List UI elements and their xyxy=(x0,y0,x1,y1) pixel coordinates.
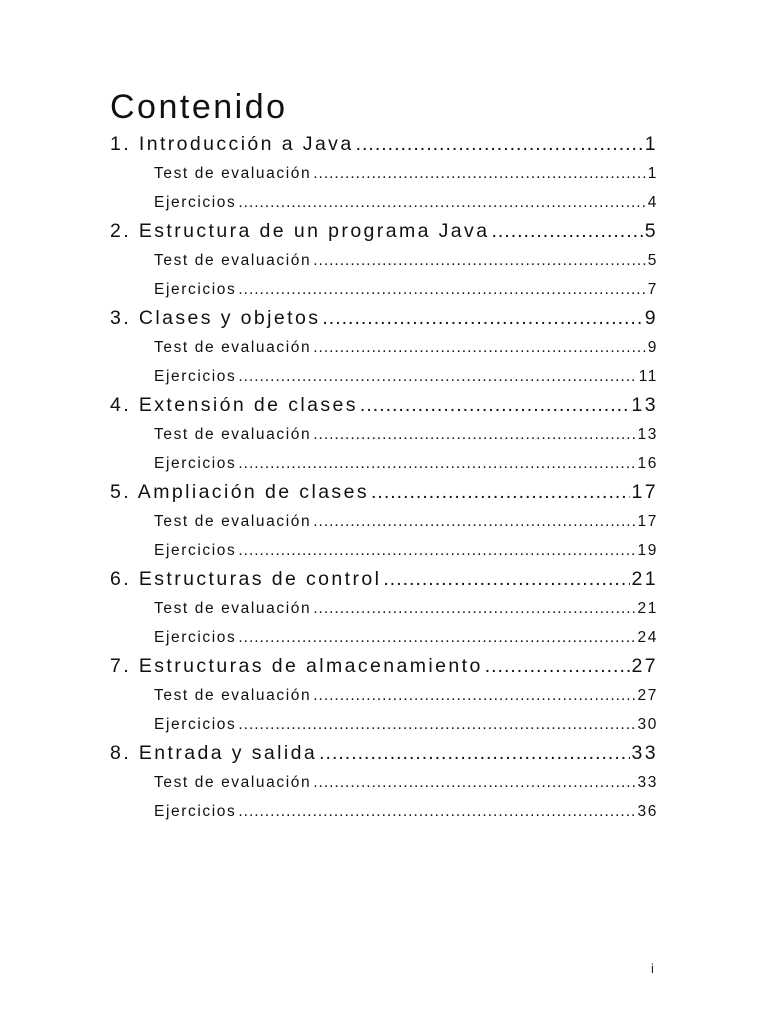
subsection-page-number: 13 xyxy=(637,426,658,443)
dot-leader xyxy=(356,129,643,159)
dot-leader xyxy=(238,362,636,391)
toc-chapter-entry[interactable] xyxy=(110,564,658,594)
subsection-title: Test de evaluación xyxy=(154,600,312,617)
subsection-page-number: 36 xyxy=(637,803,658,820)
chapter-page-number: 21 xyxy=(631,568,658,590)
toc-subsection-entry[interactable] xyxy=(110,768,658,797)
toc-subsection-entry[interactable] xyxy=(110,188,658,217)
subsection-title: Ejercicios xyxy=(154,281,237,298)
subsection-title: Ejercicios xyxy=(154,716,237,733)
dot-leader xyxy=(313,159,646,188)
subsection-page-number: 11 xyxy=(638,368,658,385)
dot-leader xyxy=(491,216,642,246)
dot-leader xyxy=(238,188,645,217)
subsection-page-number: 9 xyxy=(647,339,658,356)
subsection-title: Ejercicios xyxy=(154,629,237,646)
chapter-title: 1. Introducción a Java xyxy=(110,133,354,155)
subsection-title: Test de evaluación xyxy=(154,774,312,791)
dot-leader xyxy=(238,797,635,826)
chapter-page-number: 1 xyxy=(644,133,658,155)
chapter-title: 4. Extensión de clases xyxy=(110,394,358,416)
dot-leader xyxy=(313,594,635,623)
subsection-page-number: 30 xyxy=(637,716,658,733)
subsection-page-number: 5 xyxy=(647,252,658,269)
subsection-title: Ejercicios xyxy=(154,542,237,559)
toc-chapter-entry[interactable] xyxy=(110,129,658,159)
subsection-title: Ejercicios xyxy=(154,194,237,211)
toc-chapter-entry[interactable] xyxy=(110,738,658,768)
toc-subsection-entry[interactable] xyxy=(110,420,658,449)
dot-leader xyxy=(238,275,645,304)
toc-subsection-entry[interactable] xyxy=(110,246,658,275)
subsection-page-number: 19 xyxy=(637,542,658,559)
subsection-page-number: 7 xyxy=(647,281,658,298)
chapter-page-number: 33 xyxy=(631,742,658,764)
dot-leader xyxy=(238,710,635,739)
chapter-page-number: 17 xyxy=(631,481,658,503)
chapter-page-number: 13 xyxy=(631,394,658,416)
dot-leader xyxy=(238,536,635,565)
subsection-title: Test de evaluación xyxy=(154,513,312,530)
toc-subsection-entry[interactable] xyxy=(110,507,658,536)
dot-leader xyxy=(313,507,635,536)
table-of-contents-page xyxy=(110,84,658,826)
dot-leader xyxy=(238,449,635,478)
toc-chapter-entry[interactable] xyxy=(110,216,658,246)
toc-subsection-entry[interactable] xyxy=(110,594,658,623)
subsection-title: Test de evaluación xyxy=(154,165,312,182)
chapter-title: 3. Clases y objetos xyxy=(110,307,321,329)
toc-subsection-entry[interactable] xyxy=(110,681,658,710)
dot-leader xyxy=(313,333,646,362)
chapter-page-number: 9 xyxy=(644,307,658,329)
chapter-title: 6. Estructuras de control xyxy=(110,568,382,590)
subsection-title: Test de evaluación xyxy=(154,687,312,704)
dot-leader xyxy=(313,246,646,275)
toc-chapter-entry[interactable] xyxy=(110,390,658,420)
subsection-page-number: 24 xyxy=(637,629,658,646)
dot-leader xyxy=(238,623,635,652)
page-number: i xyxy=(651,961,654,976)
toc-subsection-entry[interactable] xyxy=(110,275,658,304)
toc-subsection-entry[interactable] xyxy=(110,449,658,478)
chapter-title: 5. Ampliación de clases xyxy=(110,481,369,503)
subsection-page-number: 17 xyxy=(637,513,658,530)
toc-chapter-entry[interactable] xyxy=(110,303,658,333)
dot-leader xyxy=(360,390,630,420)
subsection-title: Test de evaluación xyxy=(154,339,312,356)
subsection-page-number: 4 xyxy=(647,194,658,211)
subsection-page-number: 1 xyxy=(647,165,658,182)
dot-leader xyxy=(322,303,642,333)
chapter-page-number: 27 xyxy=(631,655,658,677)
subsection-title: Ejercicios xyxy=(154,803,237,820)
toc-subsection-entry[interactable] xyxy=(110,159,658,188)
page-title: Contenido xyxy=(110,88,288,126)
chapter-title: 2. Estructura de un programa Java xyxy=(110,220,490,242)
toc-subsection-entry[interactable] xyxy=(110,623,658,652)
toc-subsection-entry[interactable] xyxy=(110,710,658,739)
toc-chapter-entry[interactable] xyxy=(110,477,658,507)
dot-leader xyxy=(371,477,630,507)
toc-subsection-entry[interactable] xyxy=(110,333,658,362)
dot-leader xyxy=(383,564,629,594)
toc-chapter-entry[interactable] xyxy=(110,651,658,681)
toc-list xyxy=(110,129,658,826)
subsection-title: Ejercicios xyxy=(154,455,237,472)
subsection-title: Test de evaluación xyxy=(154,252,312,269)
dot-leader xyxy=(313,420,635,449)
subsection-title: Ejercicios xyxy=(154,368,237,385)
chapter-page-number: 5 xyxy=(644,220,658,242)
dot-leader xyxy=(485,651,630,681)
subsection-title: Test de evaluación xyxy=(154,426,312,443)
toc-subsection-entry[interactable] xyxy=(110,362,658,391)
dot-leader xyxy=(313,681,635,710)
dot-leader xyxy=(313,768,635,797)
chapter-title: 7. Estructuras de almacenamiento xyxy=(110,655,483,677)
dot-leader xyxy=(319,738,629,768)
subsection-page-number: 21 xyxy=(637,600,658,617)
subsection-page-number: 33 xyxy=(637,774,658,791)
toc-subsection-entry[interactable] xyxy=(110,797,658,826)
chapter-title: 8. Entrada y salida xyxy=(110,742,318,764)
subsection-page-number: 16 xyxy=(637,455,658,472)
toc-subsection-entry[interactable] xyxy=(110,536,658,565)
subsection-page-number: 27 xyxy=(637,687,658,704)
